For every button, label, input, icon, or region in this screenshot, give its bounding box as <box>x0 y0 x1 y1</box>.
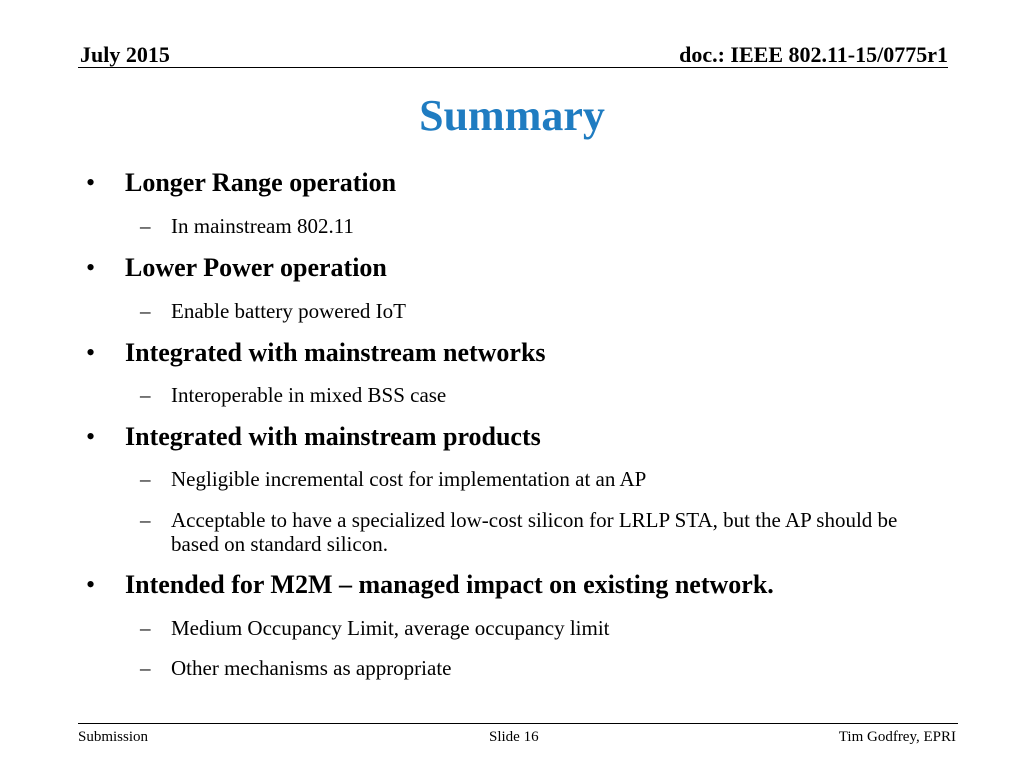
header-date: July 2015 <box>80 42 170 67</box>
sub-bullet-marker: – <box>140 383 151 407</box>
bullet-marker: • <box>86 338 96 367</box>
footer-divider <box>78 723 958 724</box>
bullet-text: Longer Range operation <box>125 168 397 197</box>
footer-slide-number: Slide 16 <box>489 729 539 745</box>
sub-bullet-marker: – <box>140 616 151 640</box>
sub-bullet-marker: – <box>140 656 151 680</box>
bullet-marker: • <box>86 253 96 282</box>
bullet-marker: • <box>86 168 96 197</box>
sub-bullet-text: Interoperable in mixed BSS case <box>171 383 447 407</box>
sub-bullet-marker: – <box>140 299 151 323</box>
sub-bullet-text: Acceptable to have a specialized low-cost silicon for LRLP STA, but the AP should be based on standard silicon. <box>171 508 898 556</box>
header-doc-id: doc.: IEEE 802.11-15/0775r1 <box>679 42 948 67</box>
sub-bullet-text: In mainstream 802.11 <box>171 214 354 238</box>
bullet-text: Integrated with mainstream networks <box>125 338 546 367</box>
sub-bullet-text: Enable battery powered IoT <box>171 299 406 323</box>
bullet-text: Intended for M2M – managed impact on existing network. <box>125 570 774 599</box>
bullet-marker: • <box>86 422 96 451</box>
footer-author: Tim Godfrey, EPRI <box>838 729 956 745</box>
footer-submission: Submission <box>78 729 149 745</box>
sub-bullet-text: Negligible incremental cost for implementation at an AP <box>171 467 647 491</box>
sub-bullet-marker: – <box>140 467 151 491</box>
slide-title: Summary <box>419 91 605 140</box>
sub-bullet-text: Medium Occupancy Limit, average occupancy limit <box>171 616 610 640</box>
sub-bullet-marker: – <box>140 508 151 532</box>
sub-bullet-marker: – <box>140 214 151 238</box>
bullet-text: Integrated with mainstream products <box>125 422 541 451</box>
sub-bullet-text: Other mechanisms as appropriate <box>171 656 452 680</box>
bullet-text: Lower Power operation <box>125 253 387 282</box>
bullet-marker: • <box>86 570 96 599</box>
